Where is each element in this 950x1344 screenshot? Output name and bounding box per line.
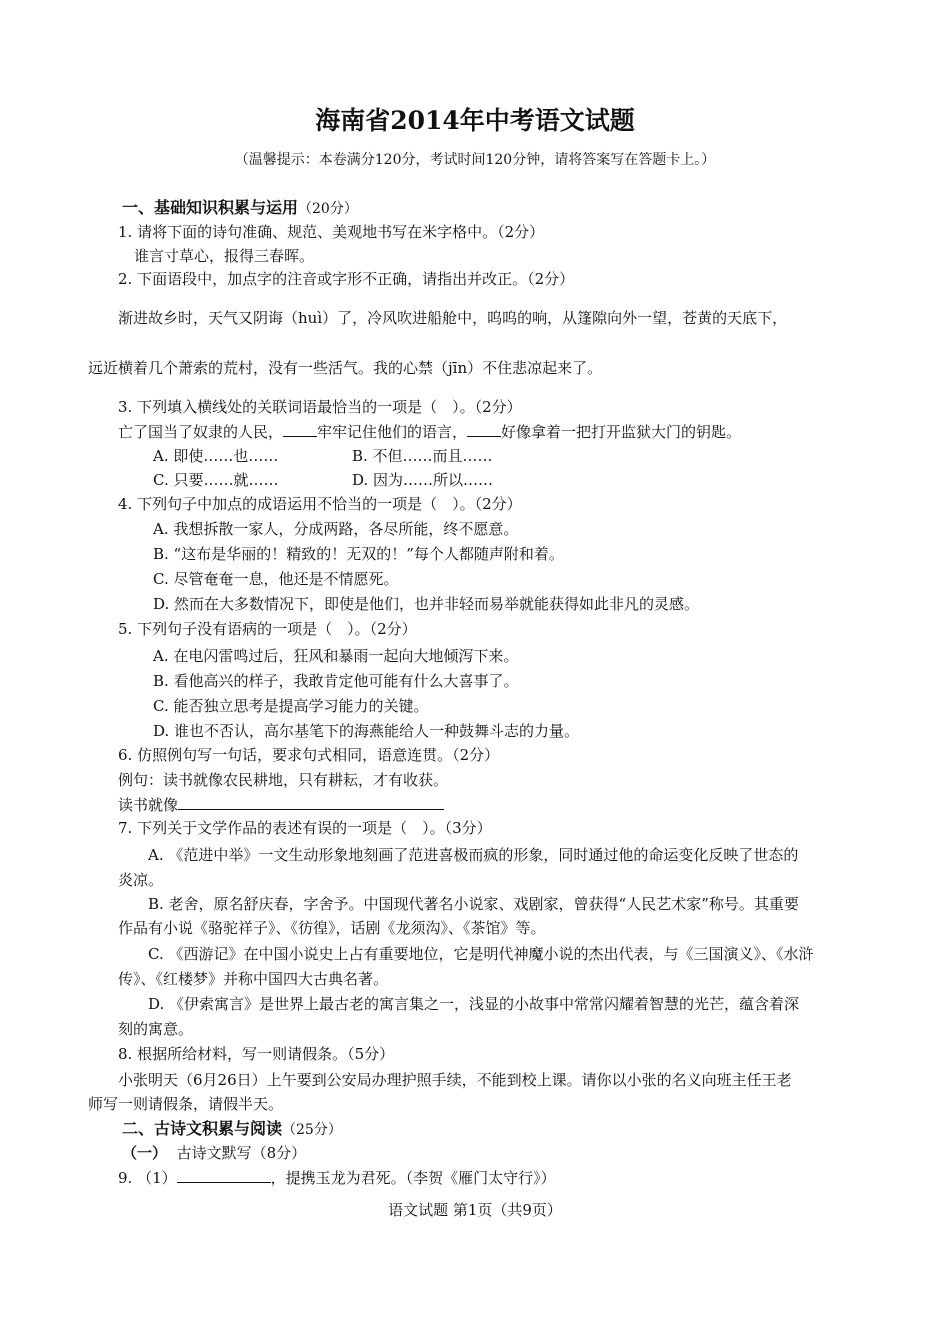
section-2-score: （25分）: [282, 1122, 342, 1138]
exam-tip: （温馨提示：本卷满分120分，考试时间120分钟，请将答案写在答题卡上。）: [234, 152, 716, 168]
q7-option-d-line2: 刻的寓意。: [118, 1020, 194, 1038]
q7-option-d-line1: D. 《伊索寓言》是世界上最古老的寓言集之一，浅显的小故事中常常闪耀着智慧的光芒，蕴含着深: [148, 995, 800, 1013]
page-title: 海南省2014年中考语文试题: [315, 106, 635, 135]
subsection-1-label: （一）: [122, 1144, 168, 1162]
q7-option-c-line1: C. 《西游记》在中国小说史上占有重要地位，它是明代神魔小说的杰出代表，与《三国演义》、《水浒: [148, 945, 814, 963]
q8-material-line1: 小张明天（6月26日）上午要到公安局办理护照手续，不能到校上课。请你以小张的名义向班主任王老: [118, 1071, 792, 1089]
q7-option-a-line2: 炎凉。: [118, 871, 164, 889]
q5-option-c: C. 能否独立思考是提高学习能力的关键。: [153, 697, 429, 715]
q3-sentence-part2: 牢牢记住他们的语言，: [317, 423, 468, 441]
q7-option-c-line2: 传》、《红楼梦》并称中国四大古典名著。: [118, 970, 389, 988]
q4-option-d: D. 然而在大多数情况下，即使是他们，也并非轻而易举就能获得如此非凡的灵感。: [153, 595, 700, 613]
q2-para-line1: 渐进故乡时，天气又阴诲（huì）了，冷风吹进船舱中，呜呜的响，从篷隙向外一望，苍黄的天底下，: [118, 309, 788, 327]
q3-sentence-part1: 亡了国当了奴隶的人民，: [118, 423, 284, 441]
section-1-title: 一、基础知识积累与运用: [122, 198, 299, 217]
q7-option-b-line1: B. 老舍，原名舒庆春，字舍予。中国现代著名小说家、戏剧家，曾获得“人民艺术家”称号。其重要: [148, 895, 799, 913]
section-1-heading: [122, 198, 358, 219]
q9-line: [118, 1168, 556, 1188]
subsection-1-heading: [122, 1143, 306, 1163]
q7-option-a-line1: A. 《范进中举》一文生动形象地刻画了范进喜极而疯的形象，同时通过他的命运变化反映了世态的: [148, 846, 799, 864]
q3-blank-2[interactable]: [467, 422, 501, 437]
q9-blank-1[interactable]: [177, 1168, 271, 1183]
q6-answer-line: [118, 795, 444, 815]
q8-material-line2: 师写一则请假条，请假半天。: [88, 1095, 284, 1113]
q3-option-b: B. 不但……而且……: [352, 447, 493, 465]
q1-poem: 谁言寸草心，报得三春晖。: [134, 247, 315, 265]
q9-number: 9. （1）: [118, 1169, 177, 1187]
q4-option-a: A. 我想拆散一家人，分成两路，各尽所能，终不愿意。: [153, 520, 519, 538]
q2-stem: 2. 下面语段中，加点字的注音或字形不正确，请指出并改正。（2分）: [118, 270, 575, 288]
q5-option-b: B. 看他高兴的样子，我敢肯定他可能有什么大喜事了。: [153, 672, 519, 690]
section-2-heading: [122, 1119, 342, 1140]
q5-stem: 5. 下列句子没有语病的一项是（ ）。（2分）: [118, 620, 417, 638]
q3-stem: 3. 下列填入横线处的关联词语最恰当的一项是（ ）。（2分）: [118, 398, 522, 416]
q2-para-line2: 远近横着几个萧索的荒村，没有一些活气。我的心禁（jīn）不住悲凉起来了。: [88, 359, 603, 377]
q8-stem: 8. 根据所给材料，写一则请假条。（5分）: [118, 1045, 395, 1063]
q5-option-a: A. 在电闪雷鸣过后，狂风和暴雨一起向大地倾泻下来。: [153, 647, 519, 665]
q4-stem: 4. 下列句子中加点的成语运用不恰当的一项是（ ）。（2分）: [118, 495, 522, 513]
q3-sentence: [118, 422, 741, 442]
subsection-1-title: 古诗文默写（8分）: [176, 1144, 307, 1162]
page-footer: 语文试题 第1页（共9页）: [388, 1201, 562, 1219]
q3-blank-1[interactable]: [283, 422, 317, 437]
q1-stem: 1. 请将下面的诗句准确、规范、美观地书写在米字格中。（2分）: [118, 223, 545, 241]
q9-text: ，提携玉龙为君死。（李贺《雁门太守行》）: [270, 1169, 556, 1187]
q5-option-d: D. 谁也不否认，高尔基笔下的海燕能给人一种鼓舞斗志的力量。: [153, 722, 580, 740]
q3-option-d: D. 因为……所以……: [352, 471, 494, 489]
q6-example: 例句：读书就像农民耕地，只有耕耘，才有收获。: [118, 771, 449, 789]
q6-stem: 6. 仿照例句写一句话，要求句式相同，语意连贯。（2分）: [118, 746, 500, 764]
q7-option-b-line2: 作品有小说《骆驼祥子》、《彷徨》，话剧《龙须沟》、《茶馆》等。: [118, 919, 546, 937]
q4-option-b: B. “这布是华丽的！精致的！无双的！”每个人都随声附和着。: [153, 545, 564, 563]
q4-option-c: C. 尽管奄奄一息，他还是不情愿死。: [153, 570, 399, 588]
section-1-score: （20分）: [298, 201, 358, 217]
q7-stem: 7. 下列关于文学作品的表述有误的一项是（ ）。（3分）: [118, 819, 492, 837]
section-2-title: 二、古诗文积累与阅读: [122, 1119, 283, 1138]
q3-sentence-part3: 好像拿着一把打开监狱大门的钥匙。: [501, 423, 742, 441]
q3-option-a: A. 即使……也……: [153, 447, 279, 465]
q6-answer-blank[interactable]: [178, 795, 444, 810]
q6-prompt: 读书就像: [118, 796, 179, 814]
q3-option-c: C. 只要……就……: [153, 471, 279, 489]
